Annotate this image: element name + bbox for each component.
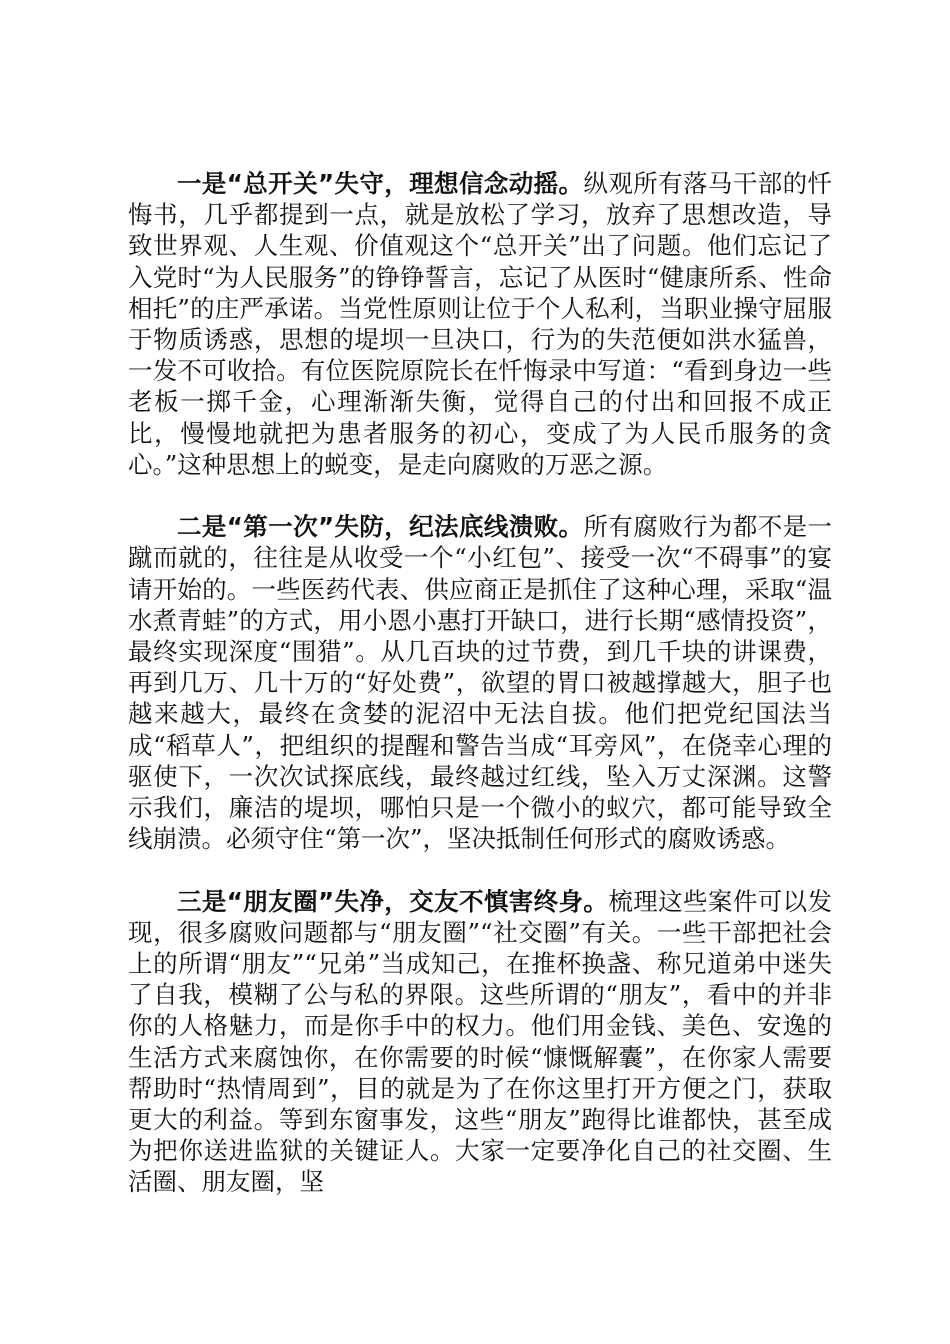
paragraph-text: 所有腐败行为都不是一蹴而就的，往往是从收受一个“小红包”、接受一次“不碍事”的宴请开始的。一些医药代表、供应商正是抓住了这种心理，采取“温水煮青蛙”的方式，用小恩小惠打开缺口，进行长期“感情投资”，最终实现深度“围猎”。从几百块的过节费，到几千块的讲课费，再到几万、几十万的“好处费”，欲望的胃口被越撑越大，胆子也越来越大，最终在贪婪的泥沼中无法自拔。他们把党纪国法当成“稻草人”，把组织的提醒和警告当成“耳旁风”，在侥幸心理的驱使下，一次次试探底线，最终越过红线，坠入万丈深渊。这警示我们，廉洁的堤坝，哪怕只是一个微小的蚁穴，都可能导致全线崩溃。必须守住“第一次”，坚决抵制任何形式的腐败诱惑。 [128,512,833,854]
paragraph-ideals [128,168,832,480]
paragraph-text: 纵观所有落马干部的忏悔书，几乎都提到一点，就是放松了学习，放弃了思想改造，导致世界观、人生观、价值观这个“总开关”出了问题。他们忘记了入党时“为人民服务”的铮铮誓言，忘记了从医时“健康所系、性命相托”的庄严承诺。当党性原则让位于个人私利，当职业操守屈服于物质诱惑，思想的堤坝一旦决口，行为的失范便如洪水猛兽，一发不可收拾。有位医院原院长在忏悔录中写道：“看到身边一些老板一掷千金，心理渐渐失衡，觉得自己的付出和回报不成正比，慢慢地就把为患者服务的初心，变成了为人民币服务的贪心。”这种思想上的蜕变，是走向腐败的万恶之源。 [128,169,833,479]
paragraph-text: 梳理这些案件可以发现，很多腐败问题都与“朋友圈”“社交圈”有关。一些干部把社会上的所谓“朋友”“兄弟”当成知己，在推杯换盏、称兄道弟中迷失了自我，模糊了公与私的界限。这些所谓的“朋友”，看中的并非你的人格魅力，而是你手中的权力。他们用金钱、美色、安逸的生活方式来腐蚀你，在你需要的时候“慷慨解囊”，在你家人需要帮助时“热情周到”，目的就是为了在你这里打开方便之门，获取更大的利益。等到东窗事发，这些“朋友”跑得比谁都快，甚至成为把你送进监狱的关键证人。大家一定要净化自己的社交圈、生活圈、朋友圈，坚 [128,886,833,1197]
paragraph-first-time [128,511,832,854]
document-body [128,168,832,1229]
paragraph-heading: 一是“总开关”失守，理想信念动摇。 [177,169,584,198]
paragraph-friend-circle [128,886,832,1198]
paragraph-heading: 二是“第一次”失防，纪法底线溃败。 [177,512,584,542]
paragraph-heading: 三是“朋友圈”失净，交友不慎害终身。 [177,886,609,916]
